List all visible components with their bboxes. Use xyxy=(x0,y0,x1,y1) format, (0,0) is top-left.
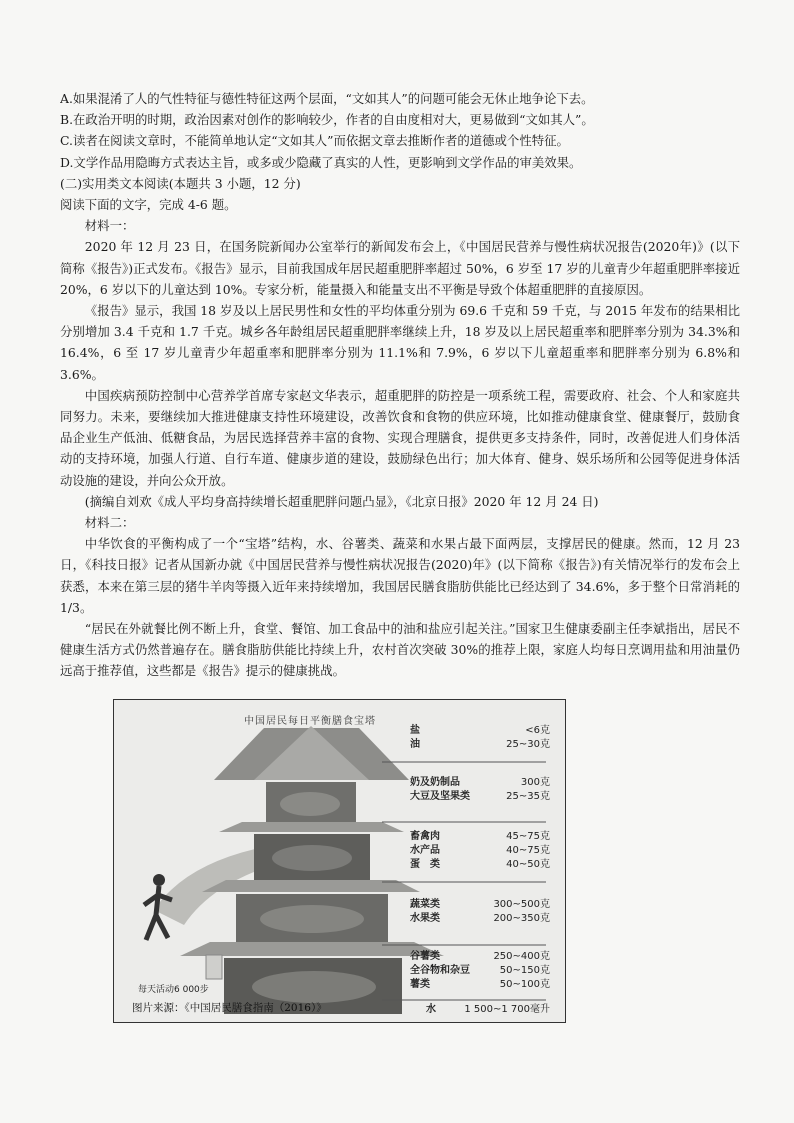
material1-label: 材料一： xyxy=(84,218,135,234)
tier-label-3: 畜禽肉 45~75克 水产品 40~75克 蛋 类 40~50克 xyxy=(410,831,550,870)
figure-title: 中国居民每日平衡膳食宝塔 xyxy=(244,716,376,727)
tier-label-5: 谷薯类 250~400克 全谷物和杂豆 50~150克 薯类 50~100克 xyxy=(410,951,550,990)
tier-label-4: 蔬菜类 300~500克 水果类 200~350克 xyxy=(410,899,550,924)
pagoda-eave-2 xyxy=(219,822,404,832)
tier-label-1: 盐 <6克 油 25~30克 xyxy=(410,725,550,750)
pagoda-eave-4 xyxy=(180,942,444,956)
material2-label: 材料二： xyxy=(84,515,135,531)
material1-paragraph-2: 《报告》显示，我国 18 岁及以上居民男性和女性的平均体重分别为 69.6 千克和 59 千克，与 2015 年发布的结果相比分别增加 3.4 千克和 1.7 千克。城乡各年龄组居民超重肥胖率继续上升，18 岁及以上居民超重率和肥胖率分别为 34.3%和 16.4%，6 至 17 岁儿童青少年超重率和肥胖率分别为 11.1%和 7.9%，6 岁以下儿童超重率和肥胖率分别为 6.8%和 3.6%。 xyxy=(60,303,740,382)
material1-citation: (摘编自刘欢《成人平均身高持续增长超重肥胖问题凸显》，《北京日报》2020 年 12 月 24 日) xyxy=(84,493,599,509)
material1-paragraph-1: 2020 年 12 月 23 日，在国务院新闻办公室举行的新闻发布会上，《中国居民营养与慢性病状况报告(2020年)》(以下简称《报告》)正式发布。《报告》显示，目前我国成年居民超重肥胖率超过 50%，6 岁至 17 岁的儿童青少年超重肥胖率接近 20%，6 岁以下的儿童达到 10%。专家分析，能量摄入和能量支出不平衡是导致个体超重肥胖的直接原因。 xyxy=(60,239,740,297)
figure-source: 图片来源：《中国居民膳食指南（2016）》 xyxy=(132,1002,327,1014)
document-body xyxy=(60,88,740,682)
material1-paragraph-3: 中国疾病预防控制中心营养学首席专家赵文华表示，超重肥胖的防控是一项系统工程，需要政府、社会、个人和家庭共同努力。未来，要继续加大推进健康支持性环境建设，改善饮食和食物的供应环境，比如推动健康食堂、健康餐厅，鼓励食品企业生产低油、低糖食品，为居民选择营养丰富的食物、实现合理膳食，提供更多支持条件，同时，改善促进人们身体活动的支持环境，加强人行道、自行车道、健康步道的建设，鼓励绿色出行；加大体育、健身、娱乐场所和公园等促进身体活动设施的建设，并向公众开放。 xyxy=(60,387,740,488)
option-c: C.读者在阅读文章时，不能简单地认定“文如其人”而依据文章去推断作者的道德或个性特征。 xyxy=(60,133,569,149)
tier-label-2: 奶及奶制品 300克 大豆及坚果类 25~35克 xyxy=(410,777,550,802)
section-title: (二)实用类文本阅读(本题共 3 小题，12 分) xyxy=(60,175,301,191)
option-a: A.如果混淆了人的气性特征与德性特征这两个层面，“文如其人”的问题可能会无休止地争论下去。 xyxy=(60,91,594,106)
option-d: D.文学作品用隐晦方式表达主旨，或多或少隐藏了真实的人性，更影响到文学作品的审美效果。 xyxy=(60,154,582,170)
material2-paragraph-1: 中华饮食的平衡构成了一个“宝塔”结构，水、谷薯类、蔬菜和水果占最下面两层，支撑居民的健康。然而，12 月 23 日，《科技日报》记者从国新办就《中国居民营养与慢性病状况报告(2020)年》(以下简称《报告》)有关情况举行的发布会上获悉，本来在第三层的猪牛羊肉等摄入近年来持续增加，我国居民膳食脂肪供能比已经达到了 34.6%，多于整个日常消耗的 1/3。 xyxy=(60,536,740,615)
material2-paragraph-2: “居民在外就餐比例不断上升，食堂、餐馆、加工食品中的油和盐应引起关注。”国家卫生健康委副主任李斌指出，居民不健康生活方式仍然普遍存在。膳食脂肪供能比持续上升，农村首次突破 30%的推荐上限，家庭人均每日烹调用盐和用油量仍远高于推荐值，这些都是《报告》提示的健康挑战。 xyxy=(60,621,740,679)
instruction: 阅读下面的文字，完成 4-6 题。 xyxy=(60,197,237,213)
steps-caption: 每天活动6 000步 xyxy=(138,985,209,995)
tier-label-6: 水 1 500~1 700毫升 xyxy=(426,1004,550,1015)
option-b: B.在政治开明的时期，政治因素对创作的影响较少，作者的自由度相对大，更易做到“文如其人”。 xyxy=(60,112,594,128)
food-pagoda-figure xyxy=(113,699,566,1023)
